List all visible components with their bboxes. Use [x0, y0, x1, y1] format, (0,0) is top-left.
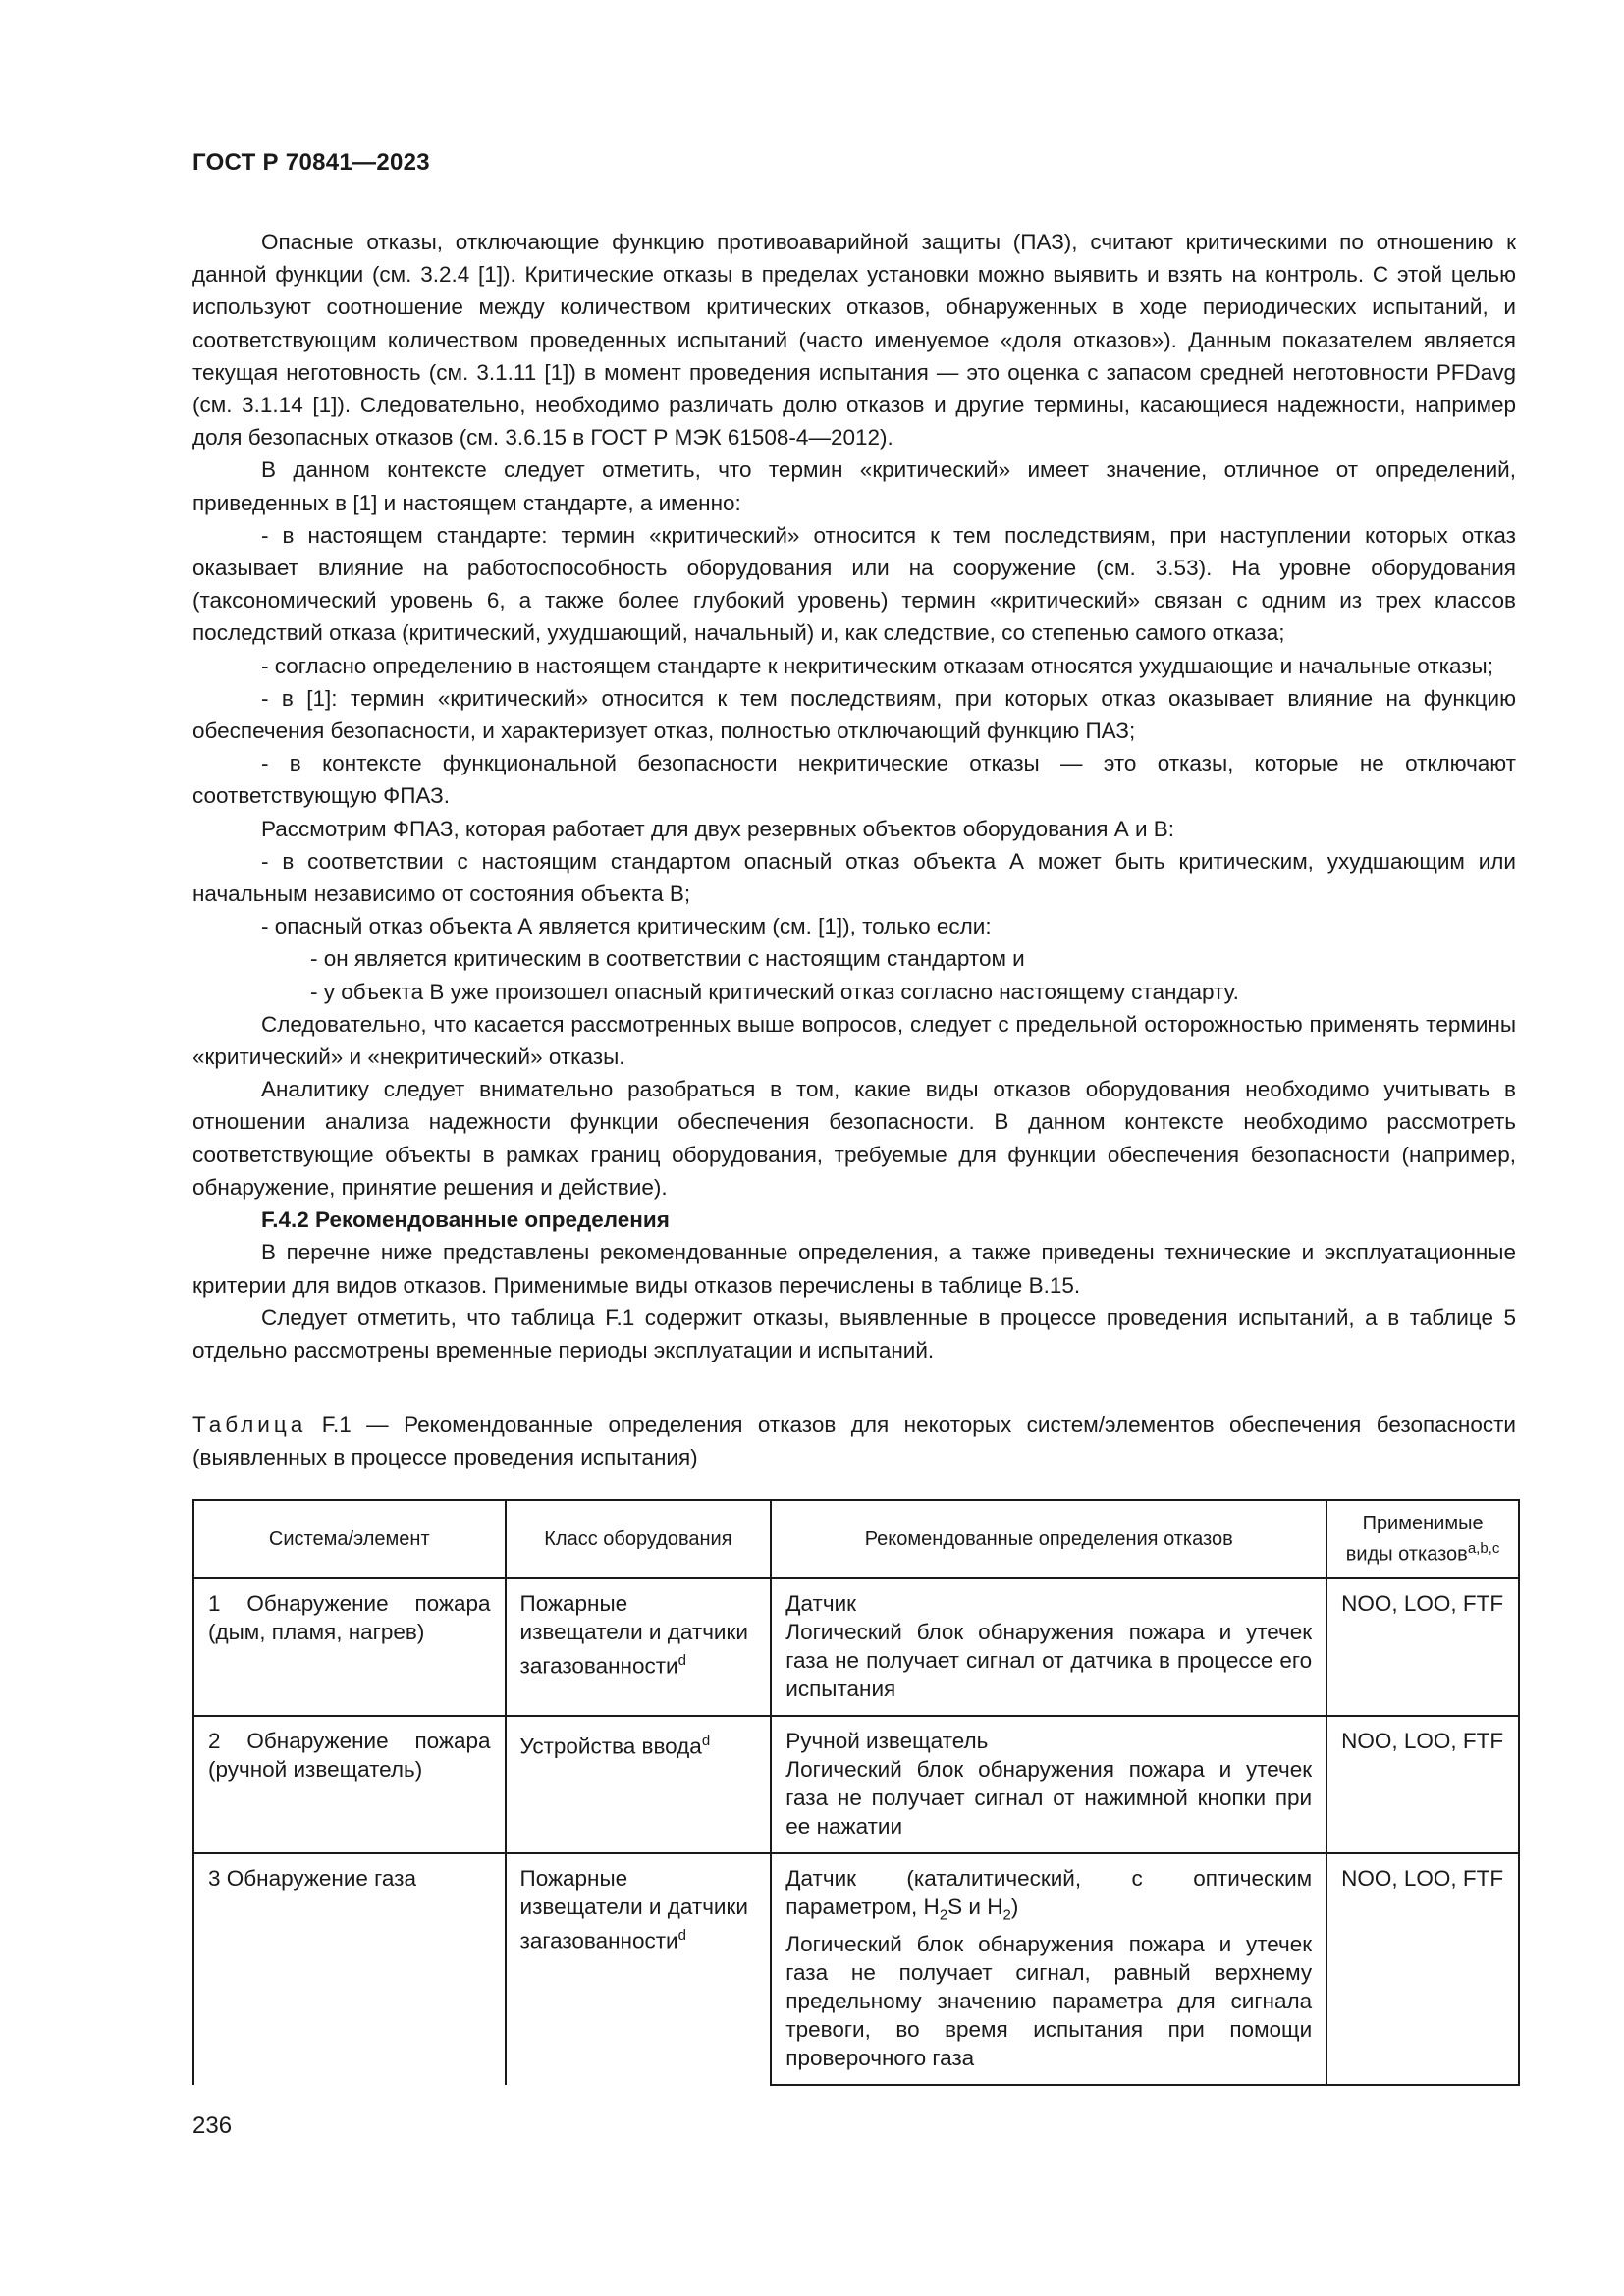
header-equipment-class: Класс оборудования: [506, 1500, 772, 1578]
cell-system: 1 Обнаружение пожара (дым, пламя, нагрев): [193, 1578, 506, 1716]
paragraph: Рассмотрим ФПАЗ, которая работает для двух резервных объектов оборудования А и В:: [261, 816, 1175, 841]
paragraph: - в настоящем стандарте: термин «критический» относится к тем последствиям, при наступлении которых отказ оказывает влияние на работоспособность оборудования или на сооружение (см. 3.53). На уровне оборудования (таксономический уровень 6, а также более глубокий уровень) термин «критический» связан с одним из трех классов последствий отказа (критический, ухудшающий, начальный) и, как следствие, со степенью самого отказа;: [192, 522, 1516, 646]
paragraph: - опасный отказ объекта А является критическим (см. [1]), только если:: [261, 914, 992, 939]
header-system: Система/элемент: [193, 1500, 506, 1578]
table-header-row: [193, 1500, 1519, 1578]
table-row: [193, 1578, 1519, 1716]
cell-equipment-class: Пожарные извещатели и датчики загазованности$^d$: [506, 1853, 772, 2085]
cell-failure-modes: NOO, LOO, FTF: [1326, 1716, 1519, 1853]
cell-definition: Ручной извещатель Логический блок обнаружения пожара и утечек газа не получает сигнал от нажимной кнопки при ее нажатии: [771, 1716, 1326, 1853]
table-row: [193, 1716, 1519, 1853]
page-number: 236: [192, 2112, 233, 2139]
paragraph: Аналитику следует внимательно разобраться в том, какие виды отказов оборудования необходимо учитывать в отношении анализа надежности функции обеспечения безопасности. В данном контексте необходимо рассмотреть соответствующие объекты в рамках границ оборудования, требуемые для функции обеспечения безопасности (например, обнаружение, принятие решения и действие).: [192, 1077, 1516, 1200]
cell-system: 3 Обнаружение газа: [193, 1853, 506, 2085]
paragraph: Следует отметить, что таблица F.1 содержит отказы, выявленные в процессе проведения испытаний, а в таблице 5 отдельно рассмотрены временные периоды эксплуатации и испытаний.: [192, 1305, 1516, 1362]
table-row: [193, 1853, 1519, 2085]
paragraph: Следовательно, что касается рассмотренных выше вопросов, следует с предельной осторожностью применять термины «критический» и «некритический» отказы.: [192, 1011, 1516, 1070]
paragraph: В данном контексте следует отметить, что термин «критический» имеет значение, отличное от определений, приведенных в [1] и настоящем стандарте, а именно:: [192, 457, 1516, 515]
cell-definition: Датчик Логический блок обнаружения пожара и утечек газа не получает сигнал от датчика в процессе его испытания: [771, 1578, 1326, 1716]
paragraph: - в контексте функциональной безопасности некритические отказы — это отказы, которые не отключают соответствующую ФПАЗ.: [192, 751, 1516, 809]
paragraph: - согласно определению в настоящем стандарте к некритическим отказам относятся ухудшающие и начальные отказы;: [261, 653, 1493, 678]
cell-definition: Датчик (каталитический, с оптическим параметром, $H_2S$ и $H_2$) Логический блок обнаружения пожара и утечек газа не получает сигнал, равный верхнему предельному значению параметра для сигнала тревоги, во время испытания при помощи проверочного газа: [771, 1853, 1326, 2085]
section-title: F.4.2 Рекомендованные определения: [261, 1207, 670, 1233]
cell-failure-modes: NOO, LOO, FTF: [1326, 1853, 1519, 2085]
caption-text: F.1 — Рекомендованные определения отказов для некоторых систем/элементов обеспечения безопасности (выявленных в процессе проведения испытания): [192, 1413, 1516, 1469]
paragraph: Опасные отказы, отключающие функцию противоаварийной защиты (ПАЗ), считают критическими по отношению к данной функции (см. 3.2.4 [1]). Критические отказы в пределах установки можно выявить и взять на контроль. С этой целью используют соотношение между количеством критических отказов, обнаруженных в ходе периодических испытаний, и соответствующим количеством проведенных испытаний (часто именуемое «доля отказов»). Данным показателем является текущая неготовность (см. 3.1.11 [1]) в момент проведения испытания — это оценка с запасом средней неготовности PFDavg (см. 3.1.14 [1]). Следовательно, необходимо различать долю отказов и другие термины, касающиеся надежности, например доля безопасных отказов (см. 3.6.15 в ГОСТ Р МЭК 61508-4—2012).: [192, 230, 1516, 451]
cell-equipment-class: Пожарные извещатели и датчики загазованности$^d$: [506, 1578, 772, 1716]
standard-header: ГОСТ Р 70841—2023: [192, 149, 430, 176]
cell-failure-modes: NOO, LOO, FTF: [1326, 1578, 1519, 1716]
table-caption: [192, 1409, 1516, 1473]
caption-label: Таблица: [192, 1413, 307, 1437]
header-failure-modes: Применимые виды отказов$^{a,b,c}$: [1326, 1500, 1519, 1578]
paragraph: - в соответствии с настоящим стандартом опасный отказ объекта А может быть критическим, ухудшающим или начальным независимо от состояния объекта В;: [192, 848, 1516, 907]
failure-definitions-table: [192, 1499, 1520, 2086]
cell-equipment-class: Устройства ввода$^d$: [506, 1716, 772, 1853]
sub-list-item: - у объекта В уже произошел опасный критический отказ согласно настоящему стандарту.: [310, 979, 1239, 1004]
paragraph: - в [1]: термин «критический» относится к тем последствиям, при которых отказ оказывает влияние на функцию обеспечения безопасности, и характеризует отказ, полностью отключающий функцию ПАЗ;: [192, 685, 1516, 744]
cell-system: 2 Обнаружение пожара (ручной извещатель): [193, 1716, 506, 1853]
body-text: [192, 226, 1516, 1366]
paragraph: В перечне ниже представлены рекомендованные определения, а также приведены технические и эксплуатационные критерии для видов отказов. Применимые виды отказов перечислены в таблице B.15.: [192, 1240, 1516, 1298]
sub-list-item: - он является критическим в соответствии с настоящим стандартом и: [310, 946, 1025, 972]
header-definitions: Рекомендованные определения отказов: [771, 1500, 1326, 1578]
